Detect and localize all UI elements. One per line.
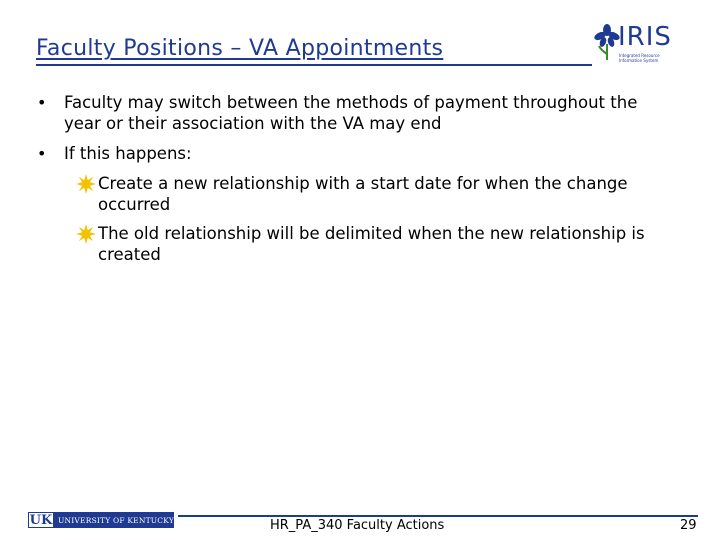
footer-rule bbox=[178, 515, 698, 517]
bullet-item bbox=[36, 143, 676, 164]
title-underline bbox=[36, 64, 592, 66]
bullet-list bbox=[36, 92, 676, 273]
university-logo bbox=[28, 512, 174, 528]
bullet-item bbox=[36, 92, 676, 134]
uk-mark: UK bbox=[29, 513, 53, 528]
iris-flower-icon bbox=[594, 22, 620, 62]
university-name: UNIVERSITY OF KENTUCKY bbox=[57, 515, 174, 525]
iris-wordmark: IRIS bbox=[618, 22, 672, 52]
iris-subtitle: Integrated Resource Information System bbox=[619, 53, 660, 63]
bullet-dot-icon: • bbox=[37, 144, 47, 163]
starburst-icon bbox=[76, 224, 96, 244]
iris-logo bbox=[594, 22, 674, 68]
footer-course-text: HR_PA_340 Faculty Actions bbox=[270, 518, 445, 533]
sub-bullet-text: Create a new relationship with a start date for when the change occurred bbox=[98, 174, 628, 214]
page-title: Faculty Positions – VA Appointments bbox=[36, 36, 444, 61]
page-number: 29 bbox=[680, 518, 697, 533]
sub-bullet-text: The old relationship will be delimited when the new relationship is created bbox=[98, 224, 645, 264]
sub-bullet-item bbox=[36, 223, 676, 265]
starburst-icon bbox=[76, 174, 96, 194]
bullet-text: If this happens: bbox=[64, 144, 192, 163]
bullet-text: Faculty may switch between the methods of payment throughout the year or their association with the VA may end bbox=[64, 93, 638, 133]
sub-bullet-list bbox=[36, 173, 676, 265]
bullet-dot-icon: • bbox=[37, 93, 47, 112]
sub-bullet-item bbox=[36, 173, 676, 215]
